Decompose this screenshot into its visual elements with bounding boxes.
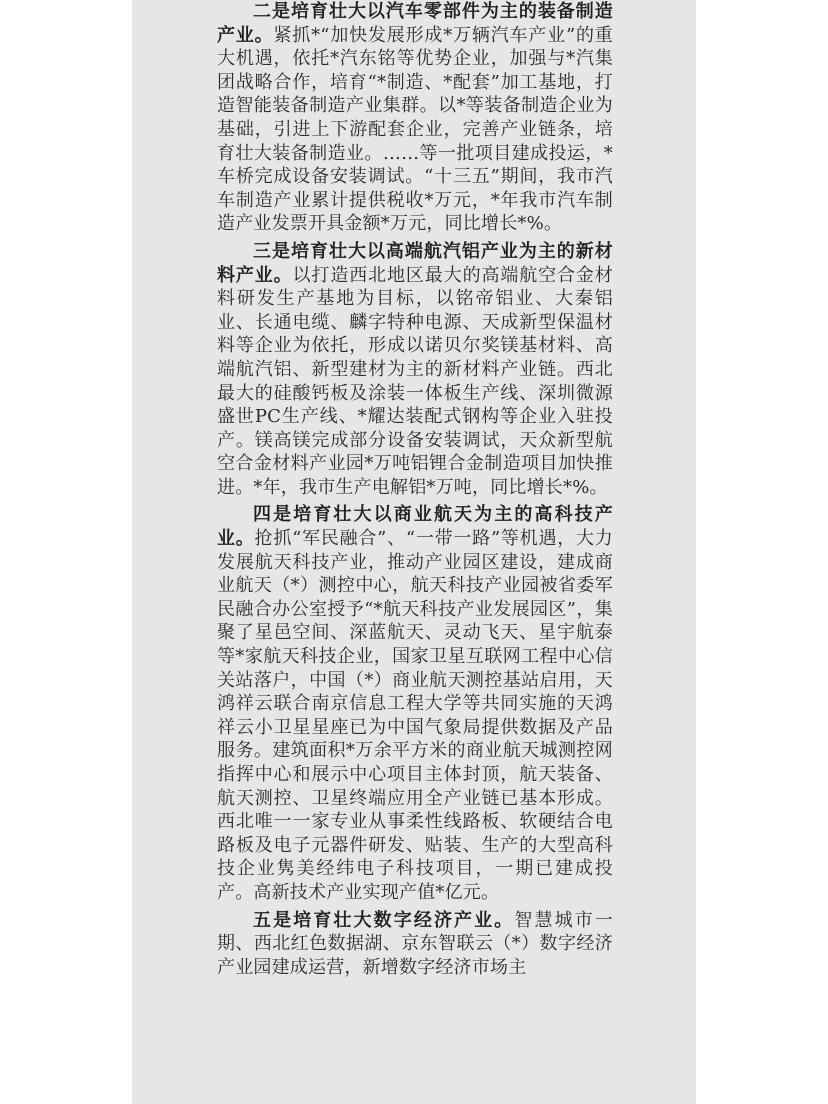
paragraph-heading: 五是培育壮大数字经济产业。 bbox=[253, 909, 515, 931]
paragraph-digital-economy bbox=[217, 909, 613, 980]
paragraph-body: 紧抓*“加快发展形成*万辆汽车产业”的重大机遇，依托*汽东铭等优势企业，加强与*汽集团战略合作，培育“*制造、*配套”加工基地，打造智能装备制造产业集群。以*等装备制造企业为基础，引进上下游配套企业，完善产业链条，培育壮大装备制造业。……等一批项目建成投运，*车桥完成设备安装调试。“十三五”期间，我市汽车制造产业累计提供税收*万元，*年我市汽车制造产业发票开具金额*万元，同比增长*%。 bbox=[217, 24, 614, 235]
paragraph-aerospace bbox=[217, 503, 613, 904]
paragraph-body: 抢抓“军民融合”、“一带一路”等机遇，大力发展航天科技产业，推动产业园区建设，建成商业航天（*）测控中心，航天科技产业园被省委军民融合办公室授予“*航天科技产业发展园区”，集聚了星邑空间、深蓝航天、灵动飞天、星宇航泰等*家航天科技企业，国家卫星互联网工程中心信关站落户，中国（*）商业航天测控基站启用，天鸿祥云联合南京信息工程大学等共同实施的天鸿祥云小卫星星座已为中国气象局提供数据及产品服务。建筑面积*万余平方米的商业航天城测控网指挥中心和展示中心项目主体封顶，航天装备、航天测控、卫星终端应用全产业链已基本形成。西北唯一一家专业从事柔性线路板、软硬结合电路板及电子元器件研发、贴装、生产的大型高科技企业隽美经纬电子科技项目，一期已建成投产。高新技术产业实现产值*亿元。 bbox=[217, 528, 613, 903]
paragraph-heading: 二是培育壮大以汽车零部件为主的装备制造产业。 bbox=[217, 1, 613, 46]
paragraph-body: 以打造西北地区最大的高端航空合金材料研发生产基地为目标，以铭帝铝业、大秦铝业、长通电缆、麟字特种电源、天成新型保温材料等企业为依托，形成以诺贝尔奖镁基材料、高端航汽铝、新型建材为主的新材料产业链。西北最大的硅酸钙板及涂装一体板生产线、深圳微源盛世PC生产线、*耀达装配式钢构等企业入驻投产。镁高镁完成部分设备安装调试，天众新型航空合金材料产业园*万吨铝锂合金制造项目加快推进。*年，我市生产电解铝*万吨，同比增长*%。 bbox=[217, 264, 613, 498]
document-page bbox=[132, 0, 696, 1104]
paragraph-body: 智慧城市一期、西北红色数据湖、京东智联云（*）数字经济产业园建成运营，新增数字经济市场主 bbox=[217, 909, 613, 978]
paragraph-heading: 四是培育壮大以商业航天为主的高科技产业。 bbox=[217, 504, 613, 550]
article-column bbox=[217, 0, 613, 983]
paragraph-heading: 三是培育壮大以高端航汽铝产业为主的新材料产业。 bbox=[217, 240, 613, 286]
paragraph-new-materials bbox=[217, 240, 613, 500]
paragraph-equipment-manufacturing bbox=[217, 0, 613, 236]
